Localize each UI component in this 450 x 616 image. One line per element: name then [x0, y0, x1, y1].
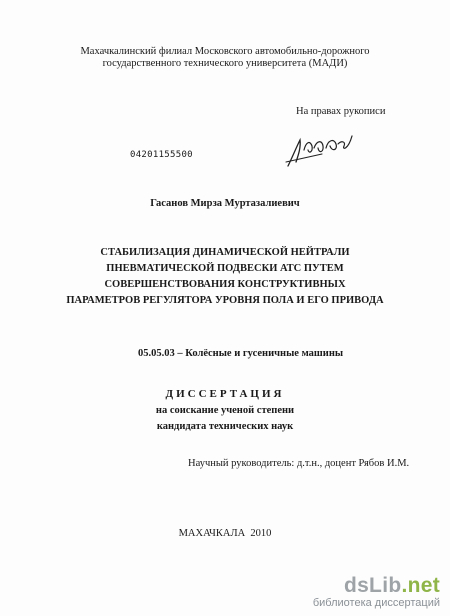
specialty-separator: – — [174, 348, 186, 359]
signature-image — [282, 128, 362, 172]
registration-number: 04201155500 — [130, 150, 193, 160]
author-name: Гасанов Мирза Муртазалиевич — [150, 198, 300, 209]
dissertation-label: ДИССЕРТАЦИЯ — [165, 388, 285, 400]
manuscript-note: На правах рукописи — [296, 106, 386, 117]
watermark-brand-main: dsLib — [343, 574, 402, 597]
specialty-name: Колёсные и гусеничные машины — [185, 348, 344, 359]
supervisor: Научный руководитель: д.т.н., доцент Рябов И.М. — [188, 458, 410, 469]
specialty-code: 05.05.03 — [138, 348, 175, 359]
watermark-brand — [313, 575, 440, 597]
title-line-1: СТАБИЛИЗАЦИЯ ДИНАМИЧЕСКОЙ НЕЙТРАЛИ — [100, 247, 350, 258]
watermark-subtitle: библиотека диссертаций — [312, 597, 440, 609]
institution-line-2: государственного технического университета (МАДИ) — [102, 58, 348, 69]
city-year: МАХАЧКАЛА 2010 — [178, 528, 272, 539]
dissertation-degree-line-1: на соискание ученой степени — [155, 405, 295, 416]
title-line-3: СОВЕРШЕНСТВОВАНИЯ КОНСТРУКТИВНЫХ — [104, 279, 346, 290]
specialty — [138, 348, 343, 360]
watermark-brand-accent: .net — [401, 574, 440, 597]
title-line-2: ПНЕВМАТИЧЕСКОЙ ПОДВЕСКИ АТС ПУТЕМ — [106, 263, 344, 274]
watermark-logo — [313, 575, 440, 610]
dissertation-degree-line-2: кандидата технических наук — [156, 421, 294, 432]
institution-line-1: Махачкалинский филиал Московского автомобильно-дорожного — [80, 46, 370, 57]
title-line-4: ПАРАМЕТРОВ РЕГУЛЯТОРА УРОВНЯ ПОЛА И ЕГО ПРИВОДА — [66, 295, 384, 306]
